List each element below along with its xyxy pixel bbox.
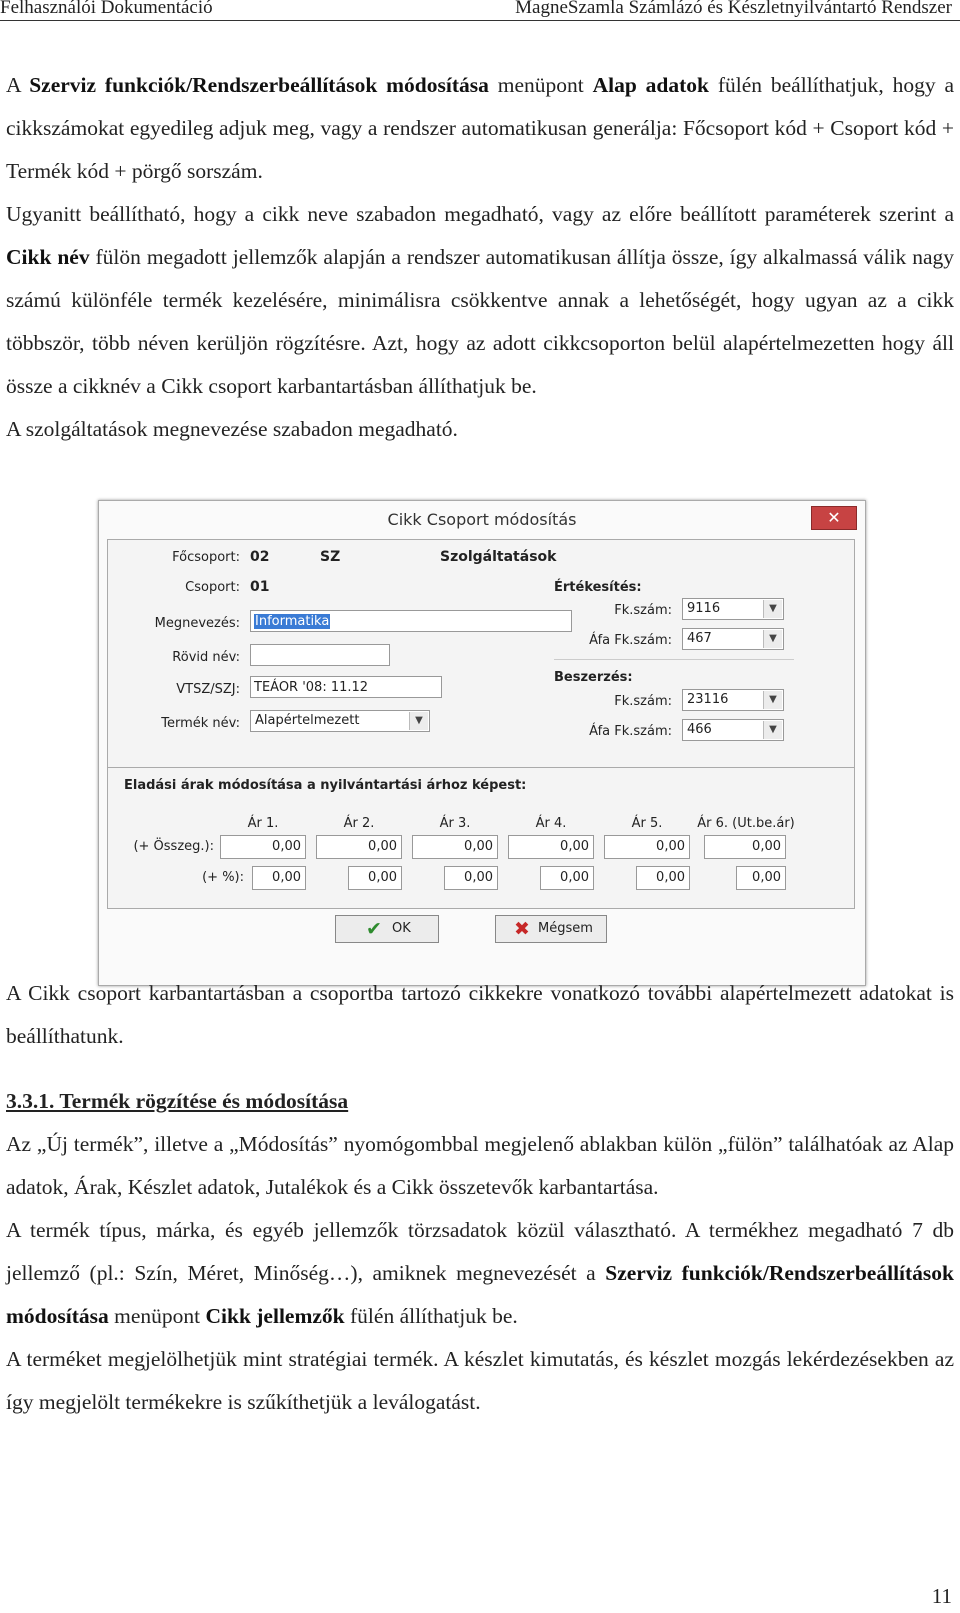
- csoport-code: 01: [250, 579, 270, 595]
- besz-fk-select[interactable]: [682, 689, 784, 711]
- price-percent-input[interactable]: 0,00: [636, 866, 690, 890]
- price-percent-input[interactable]: 0,00: [444, 866, 498, 890]
- page-header: [0, 0, 960, 21]
- besz-fk-label: Fk.szám:: [614, 694, 672, 709]
- cancel-label: Mégsem: [538, 921, 593, 936]
- chevron-down-icon[interactable]: ▼: [763, 691, 782, 709]
- megnevezes-input[interactable]: [250, 610, 572, 632]
- after-dialog-text: [6, 972, 954, 1058]
- dialog-title: Cikk Csoport módosítás: [387, 510, 577, 529]
- megnevezes-label: Megnevezés:: [154, 616, 240, 631]
- paragraph-uj-termek: Az „Új termék”, illetve a „Módosítás” nyomógombbal megjelenő ablakban külön „fülön” találhatóak az Alap adatok, Árak, Készlet adatok, Jutalékok és a Cikk összetevők karbantartása.: [6, 1132, 954, 1199]
- close-icon: ✕: [827, 508, 841, 527]
- price-col-header: Ár 6. (Ut.be.ár): [697, 816, 795, 831]
- focsoport-abbr: SZ: [320, 549, 341, 565]
- osszeg-label: (+ Összeg.):: [133, 839, 214, 854]
- paragraph-cikkszam: A Szerviz funkciók/Rendszerbeállítások módosítása menüpont Alap adatok fülén beállíthatjuk, hogy a cikkszámokat egyedileg adjuk meg, vagy a rendszer automatikusan generálja: Főcsoport kód + Csoport kód + Termék kód + pörgő sorszám.: [6, 73, 954, 183]
- ok-label: OK: [392, 921, 411, 936]
- termek-nev-value: Alapértelmezett: [255, 713, 360, 728]
- price-amount-input[interactable]: 0,00: [604, 835, 690, 859]
- focsoport-code: 02: [250, 549, 270, 565]
- intro-text: [6, 64, 954, 451]
- paragraph-strategiai: A terméket megjelölhetjük mint stratégiai termék. A készlet kimutatás, és készlet mozgás lekérdezésekben az így megjelölt termékekre is szűkíthetjük a leválogatást.: [6, 1347, 954, 1414]
- price-amount-input[interactable]: 0,00: [412, 835, 498, 859]
- cikk-csoport-dialog: [98, 500, 866, 986]
- ert-fk-value: 9116: [687, 601, 721, 616]
- close-button[interactable]: [811, 506, 857, 530]
- price-percent-input[interactable]: 0,00: [252, 866, 306, 890]
- rovid-nev-label: Rövid név:: [172, 650, 240, 665]
- percent-label: (+ %):: [202, 870, 244, 885]
- cross-icon: ✖: [514, 918, 530, 940]
- paragraph-termek-tipus: A termék típus, márka, és egyéb jellemzők törzsadatok közül választható. A termékhez megadható 7 db jellemző (pl.: Szín, Méret, Minőség…), amiknek megnevezését a Szerviz funkciók/Rendszerbeállítások módosítása menüpont Cikk jellemzők fülén állíthatjuk be.: [6, 1218, 954, 1328]
- paragraph-cikknev: Ugyanitt beállítható, hogy a cikk neve szabadon megadható, vagy az előre beállított paraméterek szerint a Cikk név fülön megadott jellemzők alapján a rendszer automatikusan állítja össze, így alkalmassá válik nagy számú különféle termék kezelésére, minimálisra csökkentve annak a lehetőségét, hogy ugyan az a cikk többször, több néven kerüljön rögzítésre. Azt, hogy az adott cikkcsoporton belül alapértelmezetten hogy áll össze a cikknév a Cikk csoport karbantartásban állíthatjuk be.: [6, 202, 954, 398]
- chevron-down-icon[interactable]: ▼: [763, 600, 782, 618]
- prices-frame: [107, 767, 855, 909]
- paragraph-szolgaltatas: A szolgáltatások megnevezése szabadon megadható.: [6, 417, 458, 441]
- prices-title: Eladási árak módosítása a nyilvántartási árhoz képest:: [124, 778, 527, 793]
- chevron-down-icon[interactable]: ▼: [409, 712, 428, 730]
- megnevezes-value: Informatika: [255, 614, 330, 629]
- termek-nev-label: Termék név:: [161, 716, 240, 731]
- section-text: [6, 1080, 954, 1424]
- price-percent-input[interactable]: 0,00: [540, 866, 594, 890]
- price-col-header: Ár 3.: [439, 816, 471, 831]
- csoport-label: Csoport:: [185, 580, 240, 595]
- price-col-header: Ár 1.: [247, 816, 279, 831]
- price-col-header: Ár 2.: [343, 816, 375, 831]
- section-heading: 3.3.1. Termék rögzítése és módosítása: [6, 1089, 349, 1113]
- ert-afa-label: Áfa Fk.szám:: [589, 633, 672, 648]
- header-product-title: MagneSzamla Számlázó és Készletnyilvántartó Rendszer: [515, 0, 952, 18]
- header-doc-title: Felhasználói Dokumentáció: [0, 0, 213, 18]
- price-amount-input[interactable]: 0,00: [704, 835, 786, 859]
- price-amount-input[interactable]: 0,00: [220, 835, 306, 859]
- chevron-down-icon[interactable]: ▼: [763, 630, 782, 648]
- ert-afa-select[interactable]: [682, 628, 784, 650]
- price-col-header: Ár 4.: [535, 816, 567, 831]
- rovid-nev-input[interactable]: [250, 644, 390, 666]
- vtsz-label: VTSZ/SZJ:: [176, 682, 240, 697]
- price-amount-input[interactable]: 0,00: [508, 835, 594, 859]
- ertekesites-label: Értékesítés:: [554, 580, 642, 595]
- besz-afa-value: 466: [687, 722, 712, 737]
- paragraph-cikk-csoport: A Cikk csoport karbantartásban a csoportba tartozó cikkekre vonatkozó további alapértelmezett adatokat is beállíthatunk.: [6, 981, 954, 1048]
- ert-fk-select[interactable]: [682, 598, 784, 620]
- termek-nev-select[interactable]: [250, 710, 430, 732]
- price-percent-input[interactable]: 0,00: [736, 866, 786, 890]
- besz-afa-select[interactable]: [682, 719, 784, 741]
- page-number: 11: [931, 1584, 952, 1608]
- focsoport-name: Szolgáltatások: [440, 549, 557, 565]
- ert-fk-label: Fk.szám:: [614, 603, 672, 618]
- besz-fk-value: 23116: [687, 692, 729, 707]
- divider: [554, 659, 794, 660]
- check-icon: ✔: [366, 918, 382, 940]
- price-amount-input[interactable]: 0,00: [316, 835, 402, 859]
- chevron-down-icon[interactable]: ▼: [763, 721, 782, 739]
- cancel-button[interactable]: [495, 915, 607, 943]
- vtsz-input[interactable]: TEÁOR '08: 11.12: [250, 676, 442, 698]
- group-data-frame: [107, 539, 855, 769]
- price-col-header: Ár 5.: [631, 816, 663, 831]
- beszerzes-label: Beszerzés:: [554, 670, 633, 685]
- focsoport-label: Főcsoport:: [172, 550, 240, 565]
- besz-afa-label: Áfa Fk.szám:: [589, 724, 672, 739]
- ert-afa-value: 467: [687, 631, 712, 646]
- ok-button[interactable]: [335, 915, 439, 943]
- price-percent-input[interactable]: 0,00: [348, 866, 402, 890]
